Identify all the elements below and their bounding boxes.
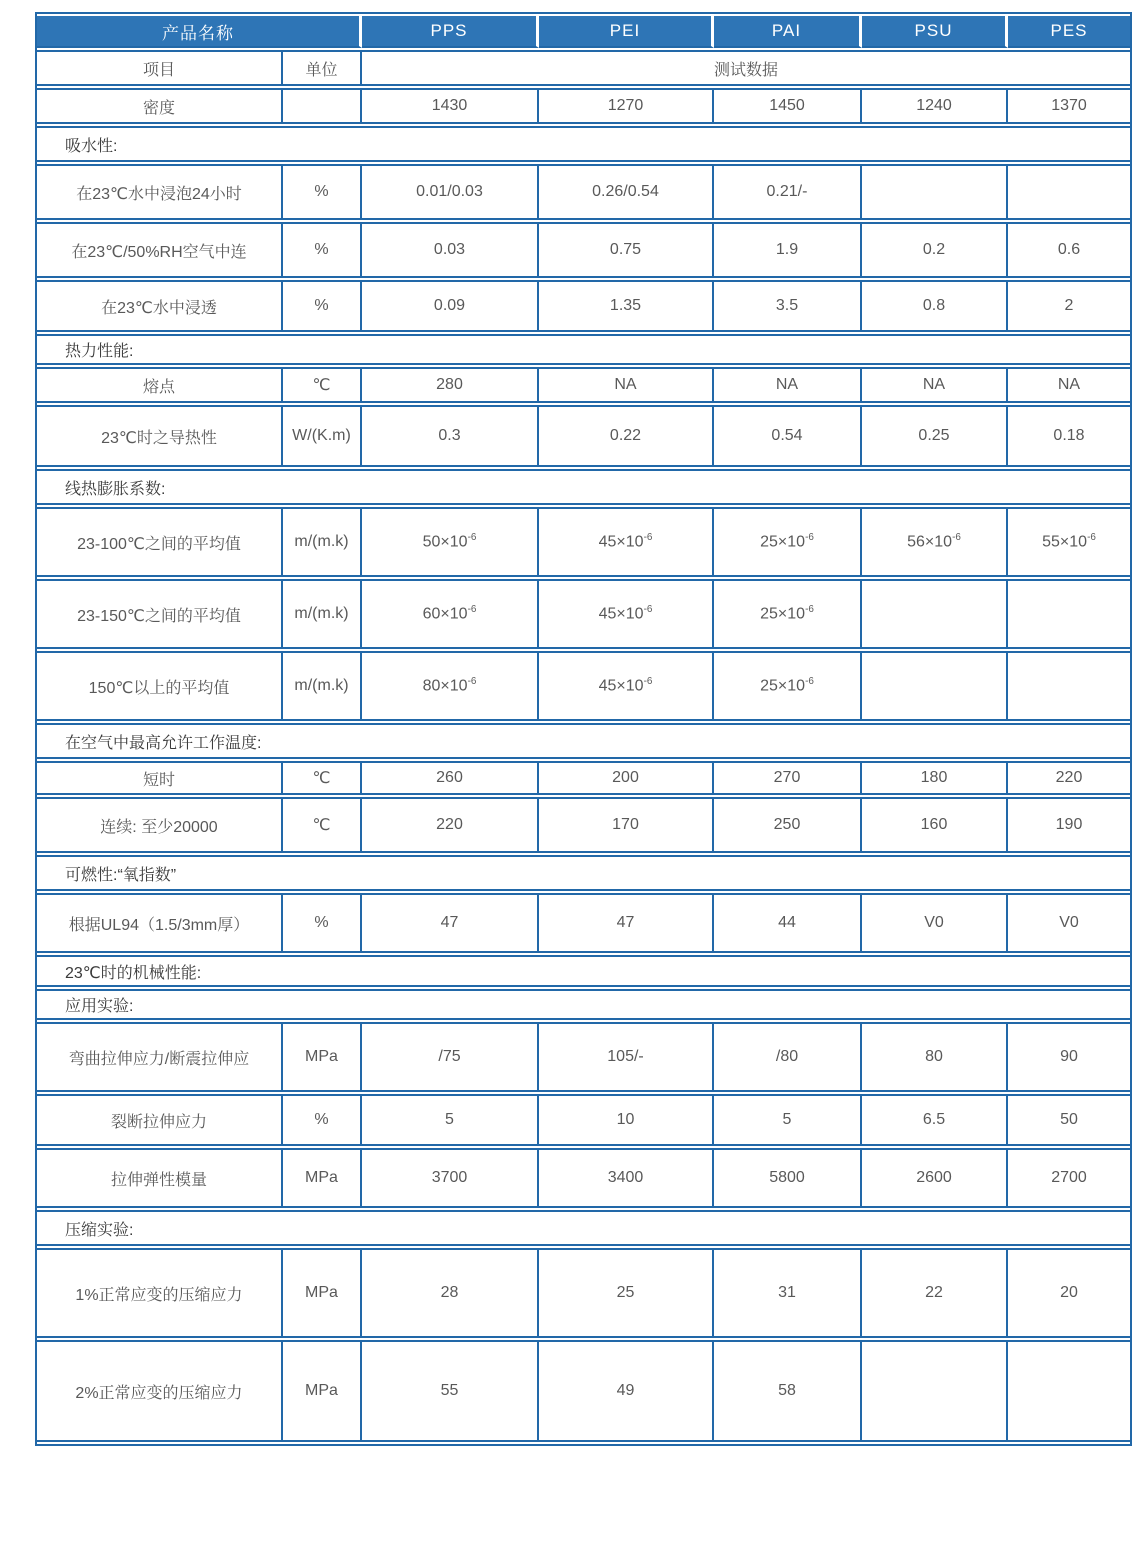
value-cell: 20 [1008,1248,1130,1338]
value-cell: 0.18 [1008,405,1130,467]
value-cell: 0.03 [362,222,539,278]
item-header-cell: 项目 [37,50,283,86]
value-cell: 3.5 [714,280,862,332]
value-cell: 1.35 [539,280,714,332]
value-cell: $25\times 10^{-6}$ [714,651,862,721]
value-cell: 220 [362,797,539,853]
row-label-cell: 23-150℃之间的平均值 [37,579,283,649]
value-cell: 280 [362,367,539,403]
section-label-cell: 线热膨胀系数: [37,469,1130,505]
row-label-cell: 1%正常应变的压缩应力 [37,1248,283,1338]
value-cell: 50 [1008,1094,1130,1146]
value-cell: NA [539,367,714,403]
value-cell: 0.2 [862,222,1008,278]
section-row [37,126,1130,162]
value-cell: 220 [1008,761,1130,795]
value-cell: 260 [362,761,539,795]
value-cell: V0 [862,893,1008,953]
value-cell: 2700 [1008,1148,1130,1208]
value-cell: 1240 [862,88,1008,124]
row-label-cell: 23℃时之导热性 [37,405,283,467]
row-label-cell: 拉伸弹性模量 [37,1148,283,1208]
data-row [37,1248,1130,1338]
section-label-cell: 23℃时的机械性能: [37,955,1130,987]
value-cell [1008,579,1130,649]
unit-cell: MPa [283,1148,362,1208]
unit-cell: ℃ [283,797,362,853]
value-cell: $80\times 10^{-6}$ [362,651,539,721]
data-row [37,367,1130,403]
value-cell [1008,651,1130,721]
value-cell: 22 [862,1248,1008,1338]
value-cell: 90 [1008,1022,1130,1092]
value-cell: 58 [714,1340,862,1442]
value-cell: NA [862,367,1008,403]
value-cell: 3700 [362,1148,539,1208]
data-row [37,1022,1130,1092]
unit-cell: % [283,222,362,278]
data-row [37,280,1130,332]
row-label-cell: 在23℃水中浸泡24小时 [37,164,283,220]
value-cell: NA [714,367,862,403]
value-cell: 0.6 [1008,222,1130,278]
data-row [37,405,1130,467]
value-cell: 170 [539,797,714,853]
value-cell: /80 [714,1022,862,1092]
row-label-cell: 150℃以上的平均值 [37,651,283,721]
data-row [37,507,1130,577]
value-cell: 3400 [539,1148,714,1208]
data-row [37,761,1130,795]
unit-cell: ℃ [283,761,362,795]
data-row [37,579,1130,649]
section-row [37,855,1130,891]
value-cell: 2 [1008,280,1130,332]
value-cell: 1270 [539,88,714,124]
value-cell: /75 [362,1022,539,1092]
data-row [37,651,1130,721]
product-column-header-cell: PAI [714,16,862,48]
data-row [37,88,1130,124]
value-cell: 250 [714,797,862,853]
row-label-cell: 密度 [37,88,283,124]
value-cell [862,164,1008,220]
value-cell: 0.3 [362,405,539,467]
value-cell: 47 [362,893,539,953]
data-row [37,1340,1130,1442]
value-cell: 190 [1008,797,1130,853]
unit-cell: % [283,1094,362,1146]
section-row [37,334,1130,365]
value-cell [862,651,1008,721]
value-cell: 80 [862,1022,1008,1092]
value-cell: $25\times 10^{-6}$ [714,579,862,649]
section-row [37,989,1130,1020]
row-label-cell: 在23℃水中浸透 [37,280,283,332]
unit-cell [283,88,362,124]
value-cell: 270 [714,761,862,795]
header-row [37,16,1130,48]
row-label-cell: 弯曲拉伸应力/断震拉伸应 [37,1022,283,1092]
value-cell: 180 [862,761,1008,795]
product-column-header-cell: PSU [862,16,1008,48]
data-row [37,797,1130,853]
data-row [37,164,1130,220]
value-cell: 160 [862,797,1008,853]
value-cell: 0.25 [862,405,1008,467]
value-cell [862,1340,1008,1442]
row-label-cell: 连续: 至少20000 [37,797,283,853]
product-column-header-cell: PES [1008,16,1130,48]
unit-cell: m/(m.k) [283,507,362,577]
value-cell [1008,164,1130,220]
section-label-cell: 应用实验: [37,989,1130,1020]
value-cell: 1370 [1008,88,1130,124]
section-label-cell: 可燃性:“氧指数” [37,855,1130,891]
section-label-cell: 吸水性: [37,126,1130,162]
value-cell: $56\times 10^{-6}$ [862,507,1008,577]
value-cell: 1450 [714,88,862,124]
value-cell: 5 [714,1094,862,1146]
row-label-cell: 根据UL94（1.5/3mm厚） [37,893,283,953]
unit-cell: % [283,893,362,953]
subheader-row [37,50,1130,86]
value-cell: 1430 [362,88,539,124]
value-cell: 0.75 [539,222,714,278]
test-data-header-cell: 测试数据 [362,50,1130,86]
row-label-cell: 熔点 [37,367,283,403]
value-cell: $25\times 10^{-6}$ [714,507,862,577]
section-row [37,469,1130,505]
unit-cell: W/(K.m) [283,405,362,467]
value-cell: 44 [714,893,862,953]
value-cell: 49 [539,1340,714,1442]
value-cell: 47 [539,893,714,953]
value-cell: 6.5 [862,1094,1008,1146]
row-label-cell: 短时 [37,761,283,795]
table-body [37,16,1130,1442]
section-label-cell: 压缩实验: [37,1210,1130,1246]
section-row [37,955,1130,987]
value-cell: 28 [362,1248,539,1338]
value-cell: 55 [362,1340,539,1442]
data-row [37,1094,1130,1146]
data-row [37,893,1130,953]
value-cell: $45\times 10^{-6}$ [539,651,714,721]
data-row [37,222,1130,278]
unit-cell: MPa [283,1248,362,1338]
value-cell: $45\times 10^{-6}$ [539,507,714,577]
value-cell: V0 [1008,893,1130,953]
row-label-cell: 23-100℃之间的平均值 [37,507,283,577]
material-properties-table [35,12,1132,1446]
unit-cell: m/(m.k) [283,651,362,721]
section-row [37,723,1130,759]
section-label-cell: 热力性能: [37,334,1130,365]
value-cell: 0.09 [362,280,539,332]
section-row [37,1210,1130,1246]
unit-header-cell: 单位 [283,50,362,86]
row-label-cell: 2%正常应变的压缩应力 [37,1340,283,1442]
value-cell: $45\times 10^{-6}$ [539,579,714,649]
data-row [37,1148,1130,1208]
value-cell [862,579,1008,649]
value-cell: 1.9 [714,222,862,278]
value-cell: 5 [362,1094,539,1146]
value-cell: $50\times 10^{-6}$ [362,507,539,577]
value-cell: 0.01/0.03 [362,164,539,220]
row-label-cell: 在23℃/50%RH空气中连 [37,222,283,278]
product-name-header-cell: 产品名称 [37,16,362,48]
unit-cell: % [283,164,362,220]
value-cell: 200 [539,761,714,795]
value-cell: 0.8 [862,280,1008,332]
unit-cell: MPa [283,1022,362,1092]
product-column-header-cell: PPS [362,16,539,48]
value-cell: $60\times 10^{-6}$ [362,579,539,649]
value-cell: 10 [539,1094,714,1146]
value-cell [1008,1340,1130,1442]
value-cell: 31 [714,1248,862,1338]
unit-cell: MPa [283,1340,362,1442]
value-cell: NA [1008,367,1130,403]
value-cell: 2600 [862,1148,1008,1208]
value-cell: 0.54 [714,405,862,467]
value-cell: 105/- [539,1022,714,1092]
unit-cell: m/(m.k) [283,579,362,649]
product-column-header-cell: PEI [539,16,714,48]
value-cell: 0.22 [539,405,714,467]
value-cell: 5800 [714,1148,862,1208]
unit-cell: % [283,280,362,332]
value-cell: 25 [539,1248,714,1338]
section-label-cell: 在空气中最高允许工作温度: [37,723,1130,759]
value-cell: $55\times 10^{-6}$ [1008,507,1130,577]
unit-cell: ℃ [283,367,362,403]
value-cell: 0.26/0.54 [539,164,714,220]
value-cell: 0.21/- [714,164,862,220]
row-label-cell: 裂断拉伸应力 [37,1094,283,1146]
